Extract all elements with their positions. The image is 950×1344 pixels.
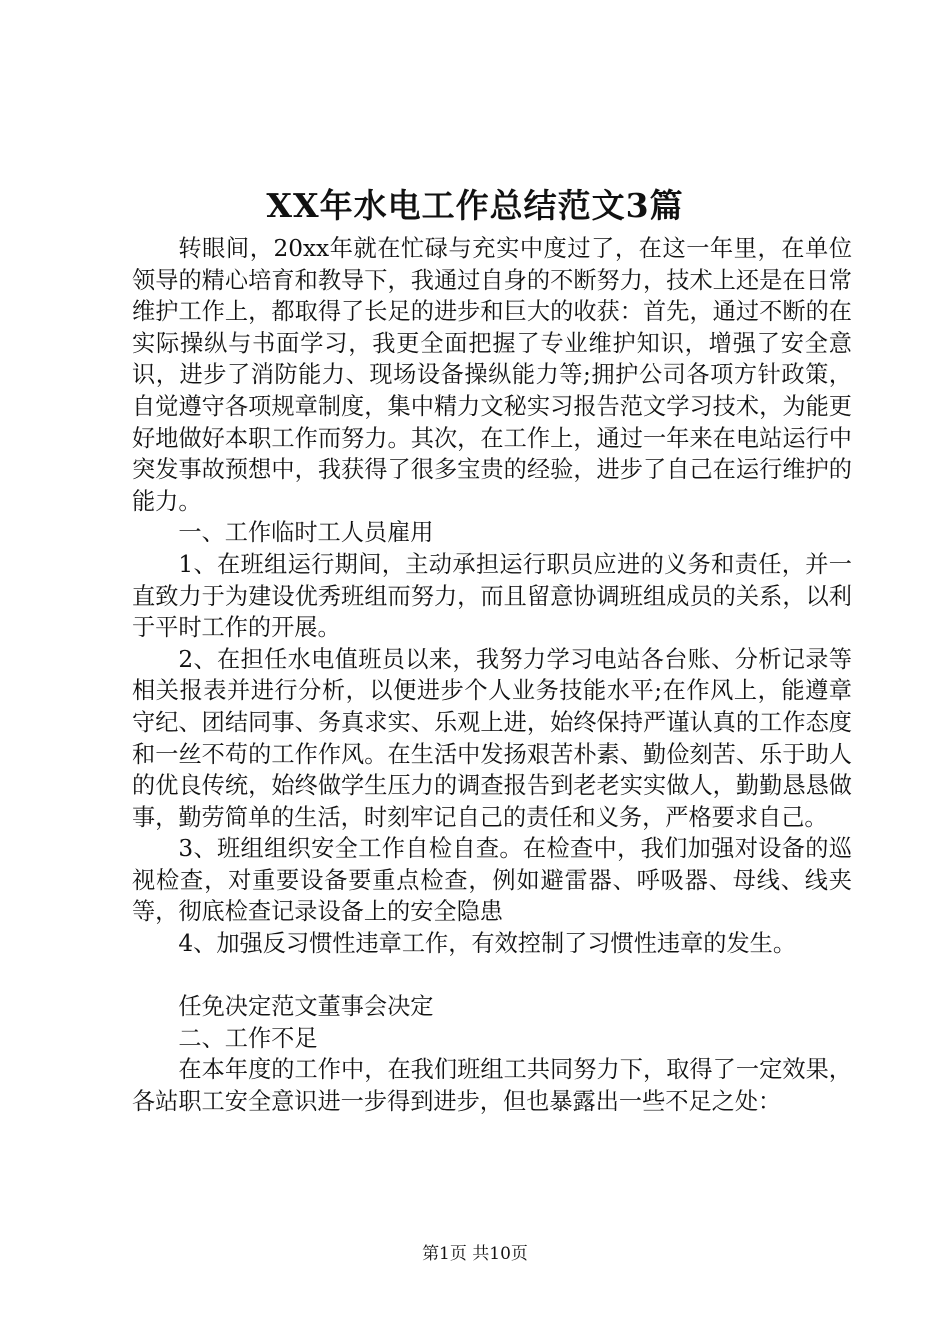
paragraph-item-2: 2、在担任水电值班员以来，我努力学习电站各台账、分析记录等相关报表并进行分析，以便进步个人业务技能水平;在作风上，能遵章守纪、团结同事、务真求实、乐观上进，始终保持严谨认真的工作态度和一丝不苟的工作作风。在生活中发扬艰苦朴素、勤俭刻苦、乐于助人的优良传统，始终做学生压力的调查报告到老老实实做人，勤勤恳恳做事，勤劳简单的生活，时刻牢记自己的责任和义务，严格要求自己。 <box>132 645 852 831</box>
paragraph-intro: 转眼间，20xx年就在忙碌与充实中度过了，在这一年里，在单位领导的精心培育和教导下，我通过自身的不断努力，技术上还是在日常维护工作上，都取得了长足的进步和巨大的收获：首先，通过不断的在实际操纵与书面学习，我更全面把握了专业维护知识，增强了安全意识，进步了消防能力、现场设备操纵能力等;拥护公司各项方针政策，自觉遵守各项规章制度，集中精力文秘实习报告范文学习技术，为能更好地做好本职工作而努力。其次，在工作上，通过一年来在电站运行中突发事故预想中，我获得了很多宝贵的经验，进步了自己在运行维护的能力。 <box>132 235 853 515</box>
paragraph-shortcomings: 在本年度的工作中，在我们班组工共同努力下，取得了一定效果，各站职工安全意识进一步得到进步，但也暴露出一些不足之处： <box>132 1056 852 1116</box>
section-heading-1: 一、工作临时工人员雇用 <box>178 519 434 547</box>
document-body <box>132 233 852 1118</box>
document-title: XX年水电工作总结范文3篇 <box>266 186 684 225</box>
inserted-link-text: 任免决定范文董事会决定 <box>178 993 434 1021</box>
paragraph-item-4: 4、加强反习惯性违章工作，有效控制了习惯性违章的发生。 <box>178 930 797 958</box>
page-footer: 第1页 共10页 <box>422 1244 528 1264</box>
paragraph-item-3: 3、班组组织安全工作自检自查。在检查中，我们加强对设备的巡视检查，对重要设备要重点检查，例如避雷器、呼吸器、母线、线夹等，彻底检查记录设备上的安全隐患 <box>132 835 852 926</box>
paragraph-item-1: 1、在班组运行期间，主动承担运行职员应进的义务和责任，并一直致力于为建设优秀班组而努力，而且留意协调班组成员的关系，以利于平时工作的开展。 <box>132 550 852 642</box>
section-heading-2: 二、工作不足 <box>178 1024 318 1052</box>
